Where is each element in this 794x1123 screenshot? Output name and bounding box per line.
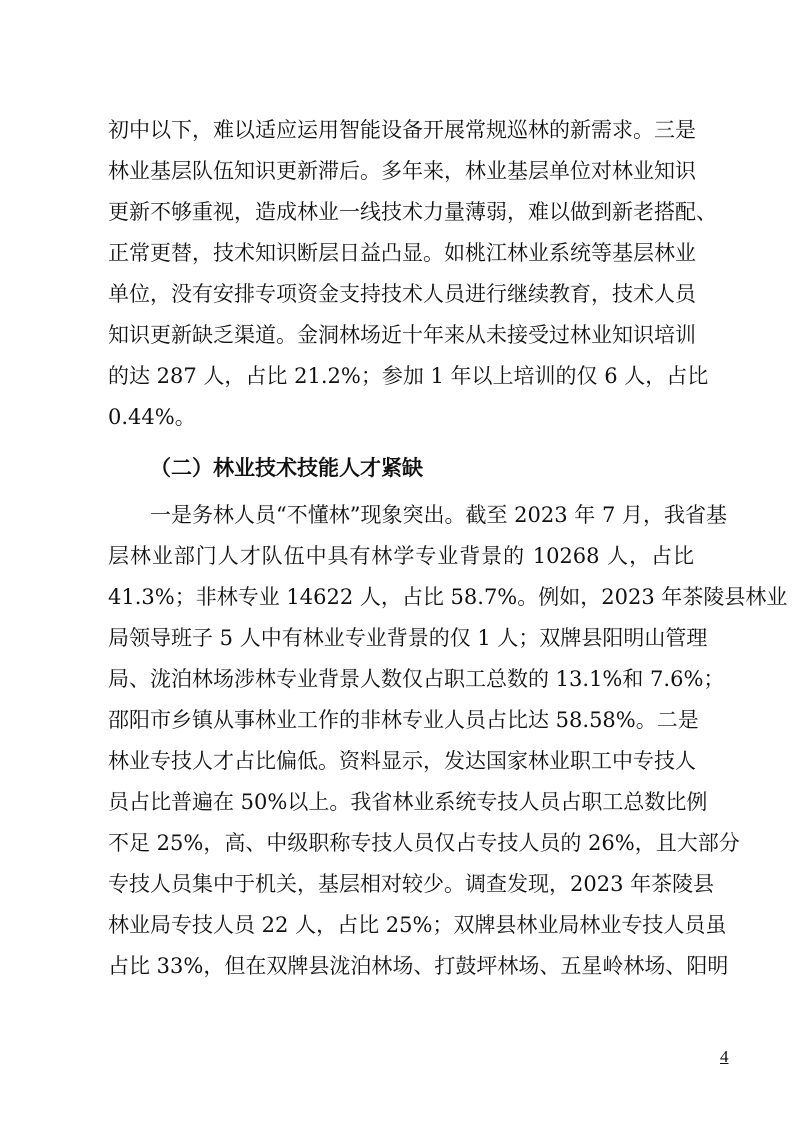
paragraph-line: 占比 33%，但在双牌县泷泊林场、打鼓坪林场、五星岭林场、阳明	[108, 954, 729, 978]
paragraph-line: 层林业部门人才队伍中具有林学专业背景的 10268 人，占比	[108, 544, 694, 568]
paragraph-line: 林业局专技人员 22 人，占比 25%；双牌县林业局林业专技人员虽	[108, 913, 727, 937]
paragraph-line: 局领导班子 5 人中有林业专业背景的仅 1 人；双牌县阳明山管理	[108, 626, 708, 650]
paragraph-line: 林业专技人才占比偏低。资料显示，发达国家林业职工中专技人	[108, 749, 696, 773]
paragraph-line: 专技人员集中于机关，基层相对较少。调查发现，2023 年茶陵县	[108, 872, 715, 896]
paragraph-line: 林业基层队伍知识更新滞后。多年来，林业基层单位对林业知识	[108, 159, 696, 183]
paragraph-line: 邵阳市乡镇从事林业工作的非林专业人员占比达 58.58%。二是	[108, 708, 699, 732]
paragraph-line: 单位，没有安排专项资金支持技术人员进行继续教育，技术人员	[108, 282, 696, 306]
paragraph-line: 的达 287 人，占比 21.2%；参加 1 年以上培训的仅 6 人，占比	[108, 364, 709, 388]
page-number: 4	[720, 1047, 729, 1066]
paragraph-line: 更新不够重视，造成林业一线技术力量薄弱，难以做到新老搭配、	[108, 200, 717, 224]
paragraph-line: 0.44%。	[108, 405, 196, 429]
paragraph-line: 正常更替，技术知识断层日益凸显。如桃江林业系统等基层林业	[108, 241, 696, 265]
section-heading: （二）林业技术技能人才紧缺	[150, 456, 423, 480]
paragraph-line: 41.3%；非林专业 14622 人，占比 58.7%。例如，2023 年茶陵县林业	[108, 585, 788, 609]
paragraph-line: 局、泷泊林场涉林专业背景人数仅占职工总数的 13.1%和 7.6%；	[108, 667, 725, 691]
paragraph-line: 员占比普遍在 50%以上。我省林业系统专技人员占职工总数比例	[108, 790, 708, 814]
paragraph-line: 一是务林人员“不懂林”现象突出。截至 2023 年 7 月，我省基	[150, 503, 727, 527]
paragraph-line: 不足 25%，高、中级职称专技人员仅占专技人员的 26%，且大部分	[108, 831, 740, 855]
paragraph-line: 初中以下，难以适应运用智能设备开展常规巡林的新需求。三是	[108, 118, 696, 142]
paragraph-line: 知识更新缺乏渠道。金洞林场近十年来从未接受过林业知识培训	[108, 323, 696, 347]
